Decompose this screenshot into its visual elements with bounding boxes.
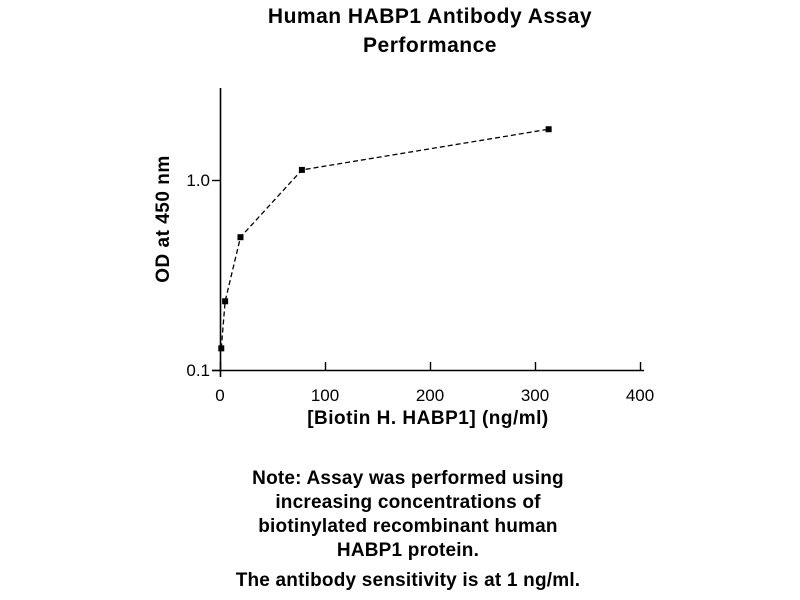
series-line: [221, 129, 548, 348]
data-point-marker: [222, 298, 228, 304]
note-line: biotinylated recombinant human: [258, 516, 558, 537]
note-line: HABP1 protein.: [336, 540, 480, 561]
y-tick-label: 1.0: [186, 171, 210, 190]
y-tick-label: 0.1: [186, 361, 210, 380]
chart-title-line2: Performance: [363, 34, 497, 57]
chart-title-line1: Human HABP1 Antibody Assay: [267, 5, 593, 28]
note-line: The antibody sensitivity is at 1 ng/ml.: [235, 570, 581, 591]
y-axis-title: OD at 450 nm: [153, 155, 174, 283]
x-axis-title: [Biotin H. HABP1] (ng/ml): [307, 408, 549, 429]
x-tick-label: 300: [520, 386, 550, 405]
data-point-marker: [237, 234, 243, 240]
note-line: Note: Assay was performed using: [252, 468, 564, 489]
note-block: [58, 467, 758, 593]
note-line: increasing concentrations of: [275, 492, 541, 513]
x-tick-label: 200: [415, 386, 445, 405]
data-point-marker: [546, 126, 552, 132]
data-point-marker: [218, 345, 224, 351]
data-point-marker: [299, 167, 305, 173]
x-tick-label: 100: [310, 386, 340, 405]
x-tick-label: 400: [625, 386, 655, 405]
x-tick-label: 0: [215, 386, 225, 405]
